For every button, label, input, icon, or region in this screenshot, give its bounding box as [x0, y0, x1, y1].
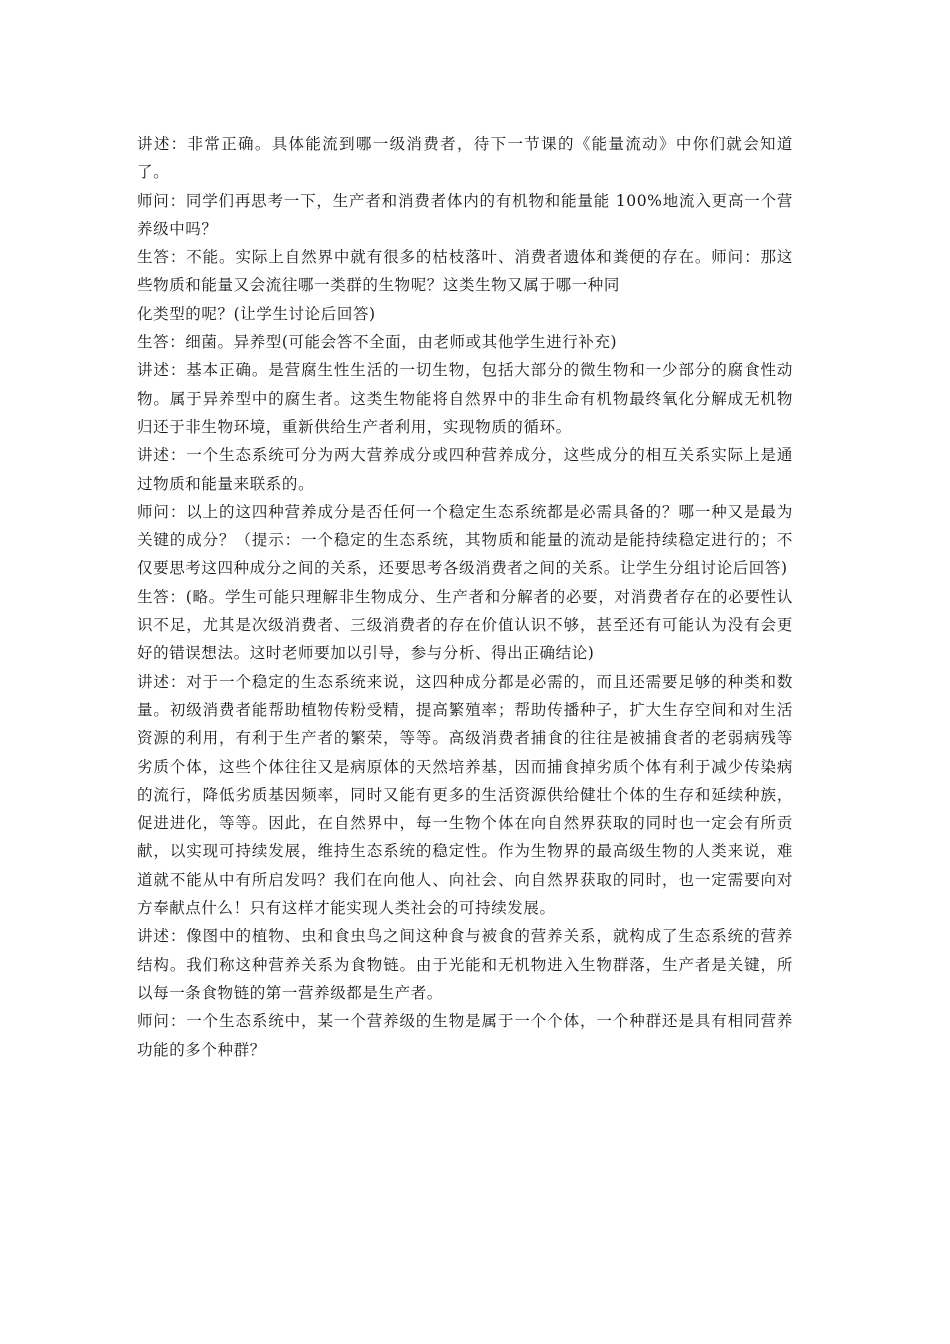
- paragraph: 讲述：一个生态系统可分为两大营养成分或四种营养成分，这些成分的相互关系实际上是通过物质和能量来联系的。: [137, 446, 793, 493]
- paragraph: 讲述：像图中的植物、虫和食虫鸟之间这种食与被食的营养关系，就构成了生态系统的营养结构。我们称这种营养关系为食物链。由于光能和无机物进入生物群落，生产者是关键，所以每一条食物链的第一营养级都是生产者。: [137, 927, 793, 1002]
- paragraph: 讲述：对于一个稳定的生态系统来说，这四种成分都是必需的，而且还需要足够的种类和数量。初级消费者能帮助植物传粉受精，提高繁殖率；帮助传播种子，扩大生存空间和对生活资源的利用，有利于生产者的繁荣，等等。高级消费者捕食的往往是被捕食者的老弱病残等劣质个体，这些个体往往又是病原体的天然培养基，因而捕食掉劣质个体有利于减少传染病的流行，降低劣质基因频率，同时又能有更多的生活资源供给健壮个体的生存和延续种族，促进进化，等等。因此，在自然界中，每一生物个体在向自然界获取的同时也一定会有所贡献，以实现可持续发展，维持生态系统的稳定性。作为生物界的最高级生物的人类来说，难道就不能从中有所启发吗？我们在向他人、向社会、向自然界获取的同时，也一定需要向对方奉献点什么！只有这样才能实现人类社会的可持续发展。: [137, 672, 793, 918]
- paragraph: 讲述：基本正确。是营腐生性生活的一切生物，包括大部分的微生物和一少部分的腐食性动物。属于异养型中的腐生者。这类生物能将自然界中的非生命有机物最终氧化分解成无机物归还于非生物环境，重新供给生产者利用，实现物质的循环。: [137, 361, 793, 436]
- paragraph: 生答：(略。学生可能只理解非生物成分、生产者和分解者的必要，对消费者存在的必要性认识不足，尤其是次级消费者、三级消费者的存在价值认识不够，甚至还有可能认为没有会更好的错误想法。这时老师要加以引导，参与分析、得出正确结论): [137, 587, 793, 663]
- paragraph: 化类型的呢？(让学生讨论后回答): [137, 304, 376, 323]
- paragraph: 师问：一个生态系统中，某一个营养级的生物是属于一个个体，一个种群还是具有相同营养功能的多个种群？: [137, 1012, 793, 1059]
- paragraph: 师问：同学们再思考一下，生产者和消费者体内的有机物和能量能 100%地流入更高一个营养级中吗？: [137, 191, 793, 238]
- lesson-text: [137, 130, 793, 1064]
- paragraph: 师问：以上的这四种营养成分是否任何一个稳定生态系统都是必需具备的？哪一种又是最为关键的成分？（提示：一个稳定的生态系统，其物质和能量的流动是能持续稳定进行的；不仅要思考这四种成分之间的关系，还要思考各级消费者之间的关系。让学生分组讨论后回答): [137, 502, 793, 578]
- paragraph: 生答：不能。实际上自然界中就有很多的枯枝落叶、消费者遗体和粪便的存在。师问：那这些物质和能量又会流往哪一类群的生物呢？这类生物又属于哪一种同: [137, 248, 793, 295]
- paragraph: 生答：细菌。异养型(可能会答不全面，由老师或其他学生进行补充): [137, 333, 618, 352]
- paragraph: 讲述：非常正确。具体能流到哪一级消费者，待下一节课的《能量流动》中你们就会知道了。: [137, 135, 793, 182]
